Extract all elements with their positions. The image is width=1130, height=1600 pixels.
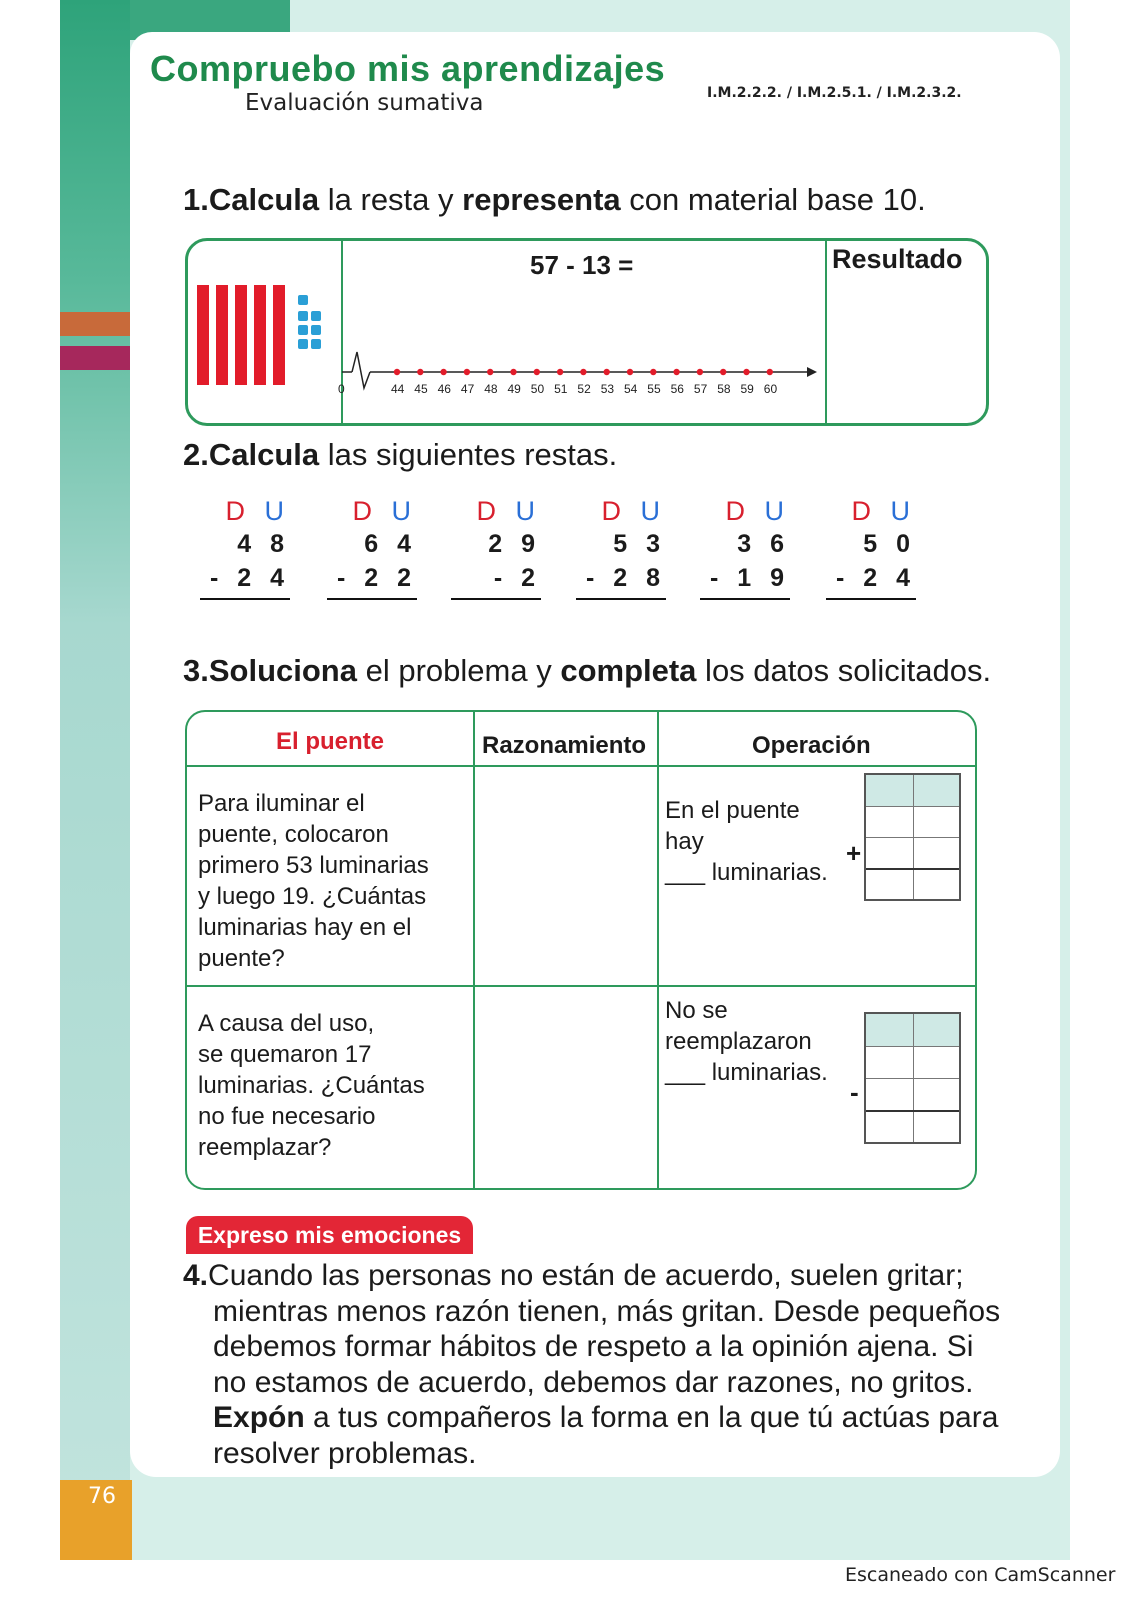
number-line-point xyxy=(510,369,516,375)
question-number: 4. xyxy=(183,1259,209,1292)
subtrahend: - 2 2 xyxy=(327,564,417,600)
operation-grid[interactable] xyxy=(864,1012,961,1144)
number-line-point xyxy=(534,369,540,375)
unit-cube xyxy=(311,339,321,349)
ten-rod xyxy=(273,285,285,385)
operation-grid[interactable] xyxy=(864,773,961,901)
question-3 xyxy=(183,653,991,689)
place-value-header xyxy=(576,496,666,530)
number-line-point xyxy=(767,369,773,375)
number-line-label: 46 xyxy=(437,382,451,396)
number-line-point xyxy=(464,369,470,375)
tens-label: D xyxy=(601,496,627,526)
subtrahend: - 1 9 xyxy=(700,564,790,600)
text-line: En el puente xyxy=(665,797,800,824)
purple-stripe xyxy=(60,346,130,370)
text-line: reemplazaron xyxy=(665,1028,812,1055)
number-line-point xyxy=(487,369,493,375)
box-divider xyxy=(825,241,827,423)
table-divider xyxy=(185,985,975,987)
question-2 xyxy=(183,437,617,473)
number-line-label: 57 xyxy=(693,382,708,396)
tens-label: D xyxy=(476,496,502,526)
units-label: U xyxy=(391,496,417,526)
tens-label: D xyxy=(225,496,251,526)
grid-line xyxy=(866,1046,959,1047)
text-line: reemplazar? xyxy=(198,1134,332,1161)
place-value-header xyxy=(200,496,290,530)
scanner-watermark: Escaneado con CamScanner xyxy=(845,1564,1116,1586)
number-line-label: 50 xyxy=(530,382,545,396)
number-line-point xyxy=(697,369,703,375)
number-line-label: 54 xyxy=(624,382,638,396)
row2-problem xyxy=(198,1008,425,1163)
question-1 xyxy=(183,182,926,218)
minus-sign: - xyxy=(850,1077,859,1107)
text-line: puente, colocaron xyxy=(198,821,389,848)
unit-cube xyxy=(298,325,308,335)
tens-label: D xyxy=(725,496,751,526)
ten-rod xyxy=(235,285,247,385)
text-line: Para iluminar el xyxy=(198,790,365,817)
number-line-label: 49 xyxy=(507,382,521,396)
number-line-label: 53 xyxy=(600,382,615,396)
text-line: luminarias. ¿Cuántas xyxy=(198,1072,425,1099)
ten-rod xyxy=(197,285,209,385)
number-line-label: 58 xyxy=(717,382,731,396)
number-line-point xyxy=(580,369,586,375)
text-line: y luego 19. ¿Cuántas xyxy=(198,883,427,910)
q1-mid: la resta y xyxy=(319,182,463,217)
units-label: U xyxy=(264,496,290,526)
q1-rest: con material base 10. xyxy=(620,182,926,217)
number-line-point xyxy=(394,369,400,375)
q1-verb2: representa xyxy=(462,182,621,217)
number-line-label: 60 xyxy=(763,382,778,396)
q3-verb1: Soluciona xyxy=(208,653,357,688)
text-line: debemos formar hábitos de respeto a la opinión ajena. Si xyxy=(213,1330,974,1363)
question-number: 3. xyxy=(183,653,209,688)
text-line: resolver problemas. xyxy=(213,1436,477,1470)
units-label: U xyxy=(890,496,916,526)
plus-sign: + xyxy=(846,838,862,868)
number-line-point xyxy=(627,369,633,375)
number-line-label: 45 xyxy=(414,382,428,396)
number-line xyxy=(338,340,822,400)
minuend: 5 0 xyxy=(863,530,916,558)
number-line-label: 52 xyxy=(577,382,591,396)
grid-line xyxy=(866,837,959,838)
number-line-point xyxy=(673,369,679,375)
number-line-label: 47 xyxy=(460,382,475,396)
q2-rest: las siguientes restas. xyxy=(319,437,618,472)
unit-cube xyxy=(298,311,308,321)
minuend: 4 8 xyxy=(237,530,290,558)
text-line: no fue necesario xyxy=(198,1103,376,1130)
table-divider xyxy=(473,710,475,1188)
minuend: 2 9 xyxy=(488,530,541,558)
question-4 xyxy=(183,1258,1063,1471)
number-line-label: 51 xyxy=(554,382,568,396)
answer-blank[interactable]: ___ luminarias. xyxy=(665,1059,828,1086)
number-line-label: 56 xyxy=(670,382,684,396)
column-header-puente: El puente xyxy=(276,728,385,755)
number-line-point xyxy=(743,369,749,375)
left-decor-band xyxy=(60,0,130,1560)
minuend: 6 4 xyxy=(364,530,417,558)
number-line-point xyxy=(720,369,726,375)
units-label: U xyxy=(640,496,666,526)
text-line: A causa del uso, xyxy=(198,1010,375,1037)
number-line-point xyxy=(417,369,423,375)
row1-problem xyxy=(198,788,429,974)
curriculum-codes: I.M.2.2.2. / I.M.2.5.1. / I.M.2.3.2. xyxy=(707,85,962,101)
units-label: U xyxy=(764,496,790,526)
subtrahend: - 2 8 xyxy=(576,564,666,600)
number-line-label: 44 xyxy=(391,382,405,396)
subtrahend: - 2 4 xyxy=(826,564,916,600)
subtraction-expression: 57 - 13 = xyxy=(530,250,634,280)
number-line-point xyxy=(557,369,563,375)
text-line: primero 53 luminarias xyxy=(198,852,429,879)
ten-rod xyxy=(216,285,228,385)
number-line-label: 59 xyxy=(740,382,754,396)
number-line-label: 48 xyxy=(484,382,498,396)
minuend: 3 6 xyxy=(737,530,790,558)
subtrahend: - 2 4 xyxy=(200,564,290,600)
unit-cube xyxy=(311,311,321,321)
subtraction-problem xyxy=(700,496,790,600)
text-line: a tus compañeros la forma en la que tú actúas para xyxy=(304,1401,999,1434)
q3-rest: los datos solicitados. xyxy=(696,653,992,688)
grid-line xyxy=(866,868,959,870)
tens-label: D xyxy=(851,496,877,526)
result-label: Resultado xyxy=(832,244,963,274)
row1-answer xyxy=(665,795,828,888)
grid-line xyxy=(866,1078,959,1079)
unit-cube xyxy=(298,339,308,349)
column-header-razonamiento: Razonamiento xyxy=(482,732,647,759)
row2-answer xyxy=(665,995,828,1088)
place-value-header xyxy=(700,496,790,530)
minuend: 5 3 xyxy=(613,530,666,558)
subtraction-problem xyxy=(451,496,541,600)
unit-cube xyxy=(298,295,308,305)
text-line: mientras menos razón tienen, más gritan. Desde pequeños xyxy=(213,1294,1001,1328)
q1-verb1: Calcula xyxy=(208,182,320,217)
subtraction-problem xyxy=(826,496,916,600)
number-line-label: 55 xyxy=(647,382,661,396)
place-value-header xyxy=(327,496,417,530)
number-line-point xyxy=(604,369,610,375)
grid-line xyxy=(866,1110,959,1112)
text-line: puente? xyxy=(198,945,285,972)
unit-cube xyxy=(311,325,321,335)
number-line-point xyxy=(650,369,656,375)
number-line-point xyxy=(440,369,446,375)
q4-verb: Expón xyxy=(213,1401,305,1434)
subtrahend: - 2 xyxy=(451,564,541,600)
grid-line xyxy=(866,806,959,807)
question-number: 2. xyxy=(183,437,209,472)
table-divider xyxy=(185,765,975,767)
text-line: Cuando las personas no están de acuerdo, suelen gritar; xyxy=(208,1259,964,1292)
orange-stripe xyxy=(60,312,130,336)
q3-verb2: completa xyxy=(560,653,697,688)
table-divider xyxy=(657,710,659,1188)
subtraction-problem xyxy=(576,496,666,600)
units-label: U xyxy=(515,496,541,526)
number-line-label: 0 xyxy=(338,382,345,396)
emotions-badge: Expreso mis emociones xyxy=(186,1216,473,1254)
page-subtitle: Evaluación sumativa xyxy=(245,90,484,116)
subtraction-problem xyxy=(327,496,417,600)
question-number: 1. xyxy=(183,182,209,217)
text-line: no estamos de acuerdo, debemos dar razones, no gritos. xyxy=(213,1365,974,1399)
page-title: Compruebo mis aprendizajes xyxy=(150,48,666,89)
column-header-operacion: Operación xyxy=(752,732,871,759)
text-line: No se xyxy=(665,997,728,1024)
text-line: hay xyxy=(665,828,704,855)
text-line: luminarias hay en el xyxy=(198,914,412,941)
place-value-header xyxy=(451,496,541,530)
q3-mid: el problema y xyxy=(357,653,561,688)
place-value-header xyxy=(826,496,916,530)
text-line: se quemaron 17 xyxy=(198,1041,372,1068)
ten-rod xyxy=(254,285,266,385)
answer-blank[interactable]: ___ luminarias. xyxy=(665,859,828,886)
subtraction-problem xyxy=(200,496,290,600)
page-number: 76 xyxy=(88,1484,116,1509)
tens-label: D xyxy=(352,496,378,526)
q2-verb: Calcula xyxy=(208,437,320,472)
